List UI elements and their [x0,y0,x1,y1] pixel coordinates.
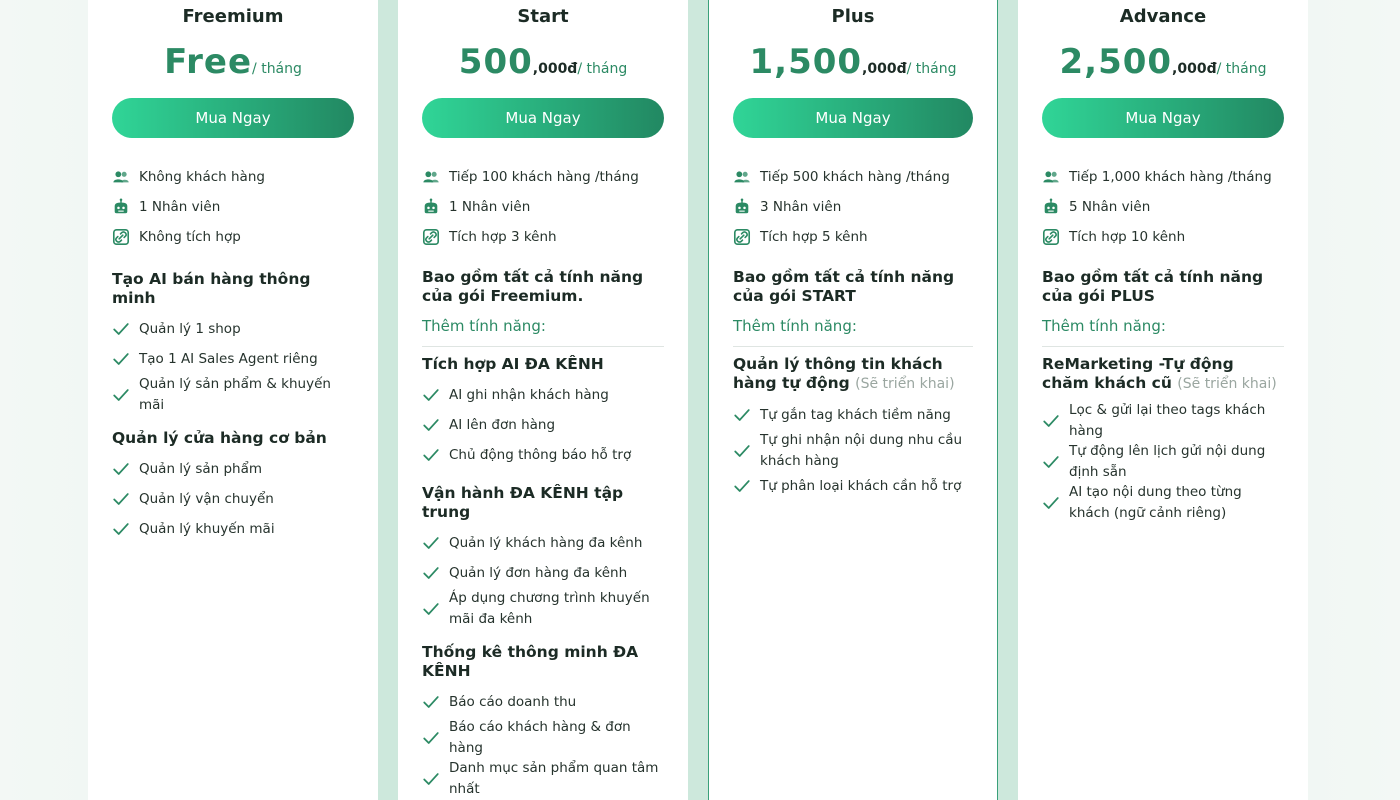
section-title-text: Vận hành ĐA KÊNH tập trung [422,484,624,521]
basic-item [422,222,664,252]
buy-now-button[interactable]: Mua Ngay [422,98,664,138]
plan-card-start [398,0,688,800]
section-title-text: Quản lý cửa hàng cơ bản [112,429,327,447]
plan-basics [1042,162,1284,252]
plan-card-freemium [88,0,378,800]
feature-section-title [422,484,664,522]
feature-list [422,687,664,799]
check-icon [422,446,440,464]
plan-basics [422,162,664,252]
link-icon [733,228,751,246]
users-icon [422,168,440,186]
plan-card-plus [708,0,998,800]
robot-icon [1042,198,1060,216]
background-strip [378,0,398,800]
check-icon [112,320,130,338]
feature-section-title [422,643,664,681]
feature-label: Báo cáo khách hàng & đơn hàng [449,719,631,756]
feature-label: Tạo 1 AI Sales Agent riêng [139,350,318,367]
plan-card-advance [1018,0,1308,800]
add-features-label: Thêm tính năng: [1042,316,1284,347]
check-icon [422,416,440,434]
feature-section-title [112,270,354,308]
basic-item-label: Không khách hàng [139,169,265,185]
basic-item-label: Tiếp 1,000 khách hàng /tháng [1069,169,1272,185]
includes-note: Bao gồm tất cả tính năng của gói PLUS [1042,268,1264,305]
feature-item [112,344,354,374]
link-icon [112,228,130,246]
includes-note: Bao gồm tất cả tính năng của gói START [733,268,955,305]
section-title-text: Tích hợp AI ĐA KÊNH [422,355,604,373]
robot-icon [422,198,440,216]
feature-label: Danh mục sản phẩm quan tâm nhất [449,760,659,797]
feature-item [112,374,354,415]
basic-item-label: Tích hợp 5 kênh [760,229,868,245]
plan-basics [112,162,354,252]
plan-name: Start [517,6,569,27]
feature-label: AI ghi nhận khách hàng [449,386,609,403]
feature-item [1042,482,1284,523]
feature-label: Lọc & gửi lại theo tags khách hàng [1069,402,1266,439]
price-amount: 2,500 [1059,42,1173,82]
feature-label: Báo cáo doanh thu [449,693,577,710]
basic-item [112,222,354,252]
check-icon [422,693,440,711]
feature-item [733,430,973,471]
section-title-text: Tạo AI bán hàng thông minh [112,270,311,307]
feature-item [112,514,354,544]
check-icon [422,729,440,747]
feature-list [112,314,354,415]
check-icon [112,350,130,368]
plan-name: Plus [831,6,875,27]
price-period: / tháng [577,61,628,77]
add-features-label: Thêm tính năng: [733,316,973,347]
feature-label: AI lên đơn hàng [449,416,556,433]
plan-price [112,40,354,84]
basic-item-label: 1 Nhân viên [449,199,531,215]
check-icon [422,600,440,618]
coming-soon-note: (Sẽ triển khai) [1177,376,1277,392]
buy-now-button[interactable]: Mua Ngay [733,98,973,138]
feature-label: Áp dụng chương trình khuyến mãi đa kênh [449,590,650,627]
check-icon [422,770,440,788]
check-icon [733,477,751,495]
feature-label: Quản lý khuyến mãi [139,520,275,537]
feature-item [1042,400,1284,441]
check-icon [1042,412,1060,430]
users-icon [1042,168,1060,186]
feature-label: Tự động lên lịch gửi nội dung định sẵn [1069,443,1266,480]
basic-item-label: Không tích hợp [139,229,241,245]
feature-list [1042,400,1284,523]
basic-item-label: Tiếp 500 khách hàng /tháng [760,169,950,185]
price-suffix: ,000đ [862,61,907,77]
robot-icon [733,198,751,216]
users-icon [112,168,130,186]
background-strip [688,0,708,800]
basic-item-label: 3 Nhân viên [760,199,842,215]
coming-soon-note: (Sẽ triển khai) [855,376,955,392]
feature-label: Tự phân loại khách cần hỗ trợ [760,477,962,494]
price-period: / tháng [1216,61,1267,77]
feature-item [422,440,664,470]
check-icon [422,564,440,582]
feature-label: Tự gắn tag khách tiềm năng [760,406,951,423]
feature-label: Chủ động thông báo hỗ trợ [449,446,632,463]
link-icon [1042,228,1060,246]
feature-item [112,484,354,514]
plan-price [733,40,973,84]
section-title-text: Quản lý thông tin khách hàng tự động [733,355,943,392]
includes-note: Bao gồm tất cả tính năng của gói Freemium. [422,268,644,305]
buy-now-button[interactable]: Mua Ngay [1042,98,1284,138]
feature-list [112,454,354,544]
price-period: / tháng [906,61,957,77]
feature-list [422,380,664,470]
price-period: / tháng [252,61,302,77]
feature-list [422,528,664,629]
feature-section-title [112,429,354,448]
feature-item [1042,441,1284,482]
feature-item [422,758,664,799]
basic-item [112,162,354,192]
feature-label: Quản lý 1 shop [139,320,241,337]
feature-list [733,400,973,501]
check-icon [1042,494,1060,512]
plan-price [422,40,664,84]
basic-item [1042,222,1284,252]
feature-item [112,314,354,344]
feature-item [422,717,664,758]
price-suffix: ,000đ [1172,61,1217,77]
plan-basics [733,162,973,252]
section-title-text: ReMarketing -Tự động chăm khách cũ [1042,355,1234,392]
check-icon [112,386,130,404]
price-amount: 1,500 [749,42,863,82]
check-icon [422,386,440,404]
check-icon [733,442,751,460]
basic-item-label: 1 Nhân viên [139,199,221,215]
feature-label: Quản lý đơn hàng đa kênh [449,564,628,581]
price-amount: Free [164,42,253,82]
feature-item [422,528,664,558]
buy-now-button[interactable]: Mua Ngay [112,98,354,138]
basic-item [733,162,973,192]
feature-item [422,558,664,588]
price-amount: 500 [458,42,533,82]
feature-section-title [733,355,973,394]
price-suffix: ,000đ [532,61,578,77]
feature-label: AI tạo nội dung theo từng khách (ngữ cảnh riêng) [1069,484,1242,521]
section-title-text: Thống kê thông minh ĐA KÊNH [422,643,639,680]
feature-item [422,410,664,440]
basic-item-label: Tích hợp 3 kênh [449,229,557,245]
basic-item [1042,162,1284,192]
check-icon [112,520,130,538]
add-features-label: Thêm tính năng: [422,316,664,347]
plan-price [1042,40,1284,84]
feature-label: Quản lý vận chuyển [139,490,274,507]
robot-icon [112,198,130,216]
check-icon [733,406,751,424]
feature-section-title [1042,355,1284,394]
background-strip [998,0,1018,800]
basic-item [422,162,664,192]
basic-item [1042,192,1284,222]
feature-item [422,687,664,717]
basic-item [112,192,354,222]
basic-item-label: Tích hợp 10 kênh [1069,229,1186,245]
plan-name: Advance [1119,6,1207,27]
feature-label: Tự ghi nhận nội dung nhu cầu khách hàng [760,432,963,469]
feature-item [112,454,354,484]
basic-item [733,192,973,222]
feature-label: Quản lý khách hàng đa kênh [449,534,643,551]
check-icon [112,460,130,478]
feature-label: Quản lý sản phẩm & khuyến mãi [139,376,331,413]
check-icon [422,534,440,552]
link-icon [422,228,440,246]
feature-section-title [422,355,664,374]
feature-item [733,400,973,430]
feature-item [422,380,664,410]
feature-label: Quản lý sản phẩm [139,460,263,477]
feature-item [733,471,973,501]
check-icon [112,490,130,508]
basic-item [422,192,664,222]
users-icon [733,168,751,186]
check-icon [1042,453,1060,471]
basic-item-label: 5 Nhân viên [1069,199,1151,215]
plan-name: Freemium [182,6,284,27]
feature-item [422,588,664,629]
basic-item [733,222,973,252]
basic-item-label: Tiếp 100 khách hàng /tháng [449,169,639,185]
